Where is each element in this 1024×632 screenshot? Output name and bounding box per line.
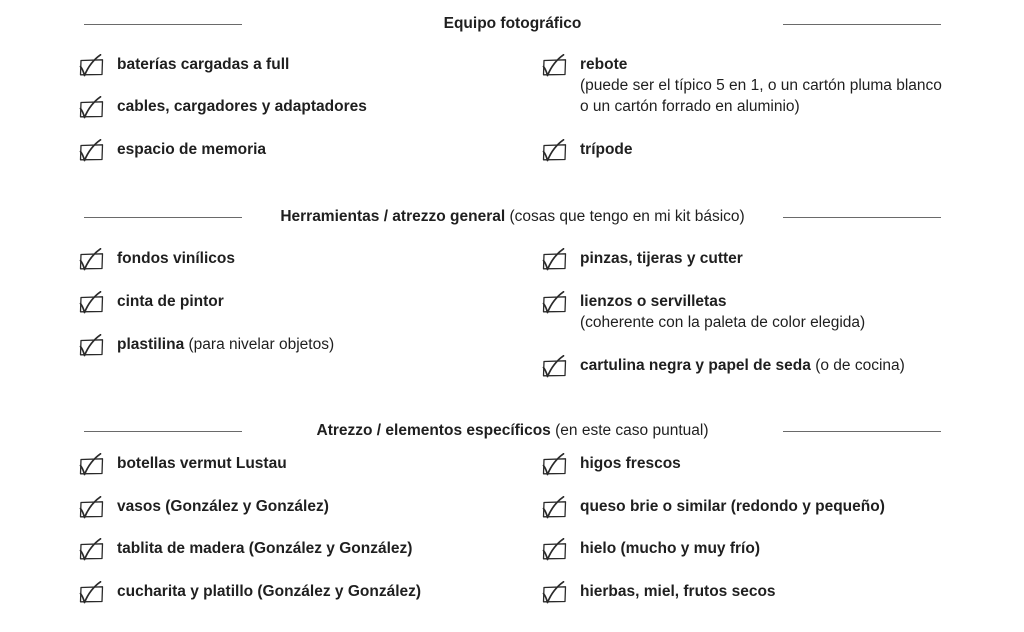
item-label: pinzas, tijeras y cutter (580, 250, 743, 267)
item-label: vasos (González y González) (117, 498, 329, 515)
section-title: Equipo fotográfico (443, 15, 582, 32)
item-label: hielo (mucho y muy frío) (580, 540, 760, 557)
section-header-equipo (0, 13, 1024, 37)
item-label: espacio de memoria (117, 141, 267, 158)
item-label: tablita de madera (González y González) (117, 540, 413, 557)
checked-box-icon[interactable] (77, 581, 105, 605)
checked-box-icon[interactable] (540, 355, 568, 379)
item-label: queso brie o similar (redondo y pequeño) (580, 498, 885, 515)
section-note: (en este caso puntual) (555, 422, 709, 439)
section-title: Atrezzo / elementos específicos (en este caso puntual) (316, 422, 709, 439)
item-label: cables, cargadores y adaptadores (117, 98, 367, 115)
divider-line (84, 24, 242, 25)
item-label: cucharita y platillo (González y González) (117, 583, 422, 600)
item-note: (coherente con la paleta de color elegida) (580, 314, 866, 331)
item-label: botellas vermut Lustau (117, 455, 287, 472)
item-label: higos frescos (580, 455, 681, 472)
checked-box-icon[interactable] (77, 453, 105, 477)
checked-box-icon[interactable] (77, 334, 105, 358)
checked-box-icon[interactable] (540, 54, 568, 78)
checked-box-icon[interactable] (77, 496, 105, 520)
item-label: cartulina negra y papel de seda (580, 357, 811, 374)
section-title: Herramientas / atrezzo general (cosas que tengo en mi kit básico) (280, 208, 745, 225)
checked-box-icon[interactable] (540, 248, 568, 272)
divider-line (783, 217, 941, 218)
checked-box-icon[interactable] (540, 538, 568, 562)
checked-box-icon[interactable] (77, 96, 105, 120)
divider-line (783, 431, 941, 432)
checked-box-icon[interactable] (77, 291, 105, 315)
checked-box-icon[interactable] (77, 139, 105, 163)
divider-line (783, 24, 941, 25)
item-label: trípode (580, 141, 633, 158)
section-note: (cosas que tengo en mi kit básico) (509, 208, 745, 225)
checked-box-icon[interactable] (77, 538, 105, 562)
checked-box-icon[interactable] (77, 248, 105, 272)
checked-box-icon[interactable] (540, 581, 568, 605)
item-note: (o de cocina) (815, 357, 905, 374)
item-label: cinta de pintor (117, 293, 224, 310)
checked-box-icon[interactable] (540, 453, 568, 477)
section-header-herramientas (0, 206, 1024, 230)
item-label: fondos vinílicos (117, 250, 235, 267)
checked-box-icon[interactable] (540, 139, 568, 163)
checked-box-icon[interactable] (77, 54, 105, 78)
item-note: (puede ser el típico 5 en 1, o un cartón pluma blanco (580, 77, 942, 94)
divider-line (84, 431, 242, 432)
checked-box-icon[interactable] (540, 291, 568, 315)
divider-line (84, 217, 242, 218)
item-label: plastilina (117, 336, 185, 353)
item-label: baterías cargadas a full (117, 56, 290, 73)
item-label: lienzos o servilletas (580, 293, 727, 310)
item-note: (para nivelar objetos) (188, 336, 335, 353)
section-header-atrezzo (0, 420, 1024, 444)
item-label: hierbas, miel, frutos secos (580, 583, 776, 600)
item-note: o un cartón forrado en aluminio) (580, 98, 800, 115)
item-label: rebote (580, 56, 628, 73)
checked-box-icon[interactable] (540, 496, 568, 520)
